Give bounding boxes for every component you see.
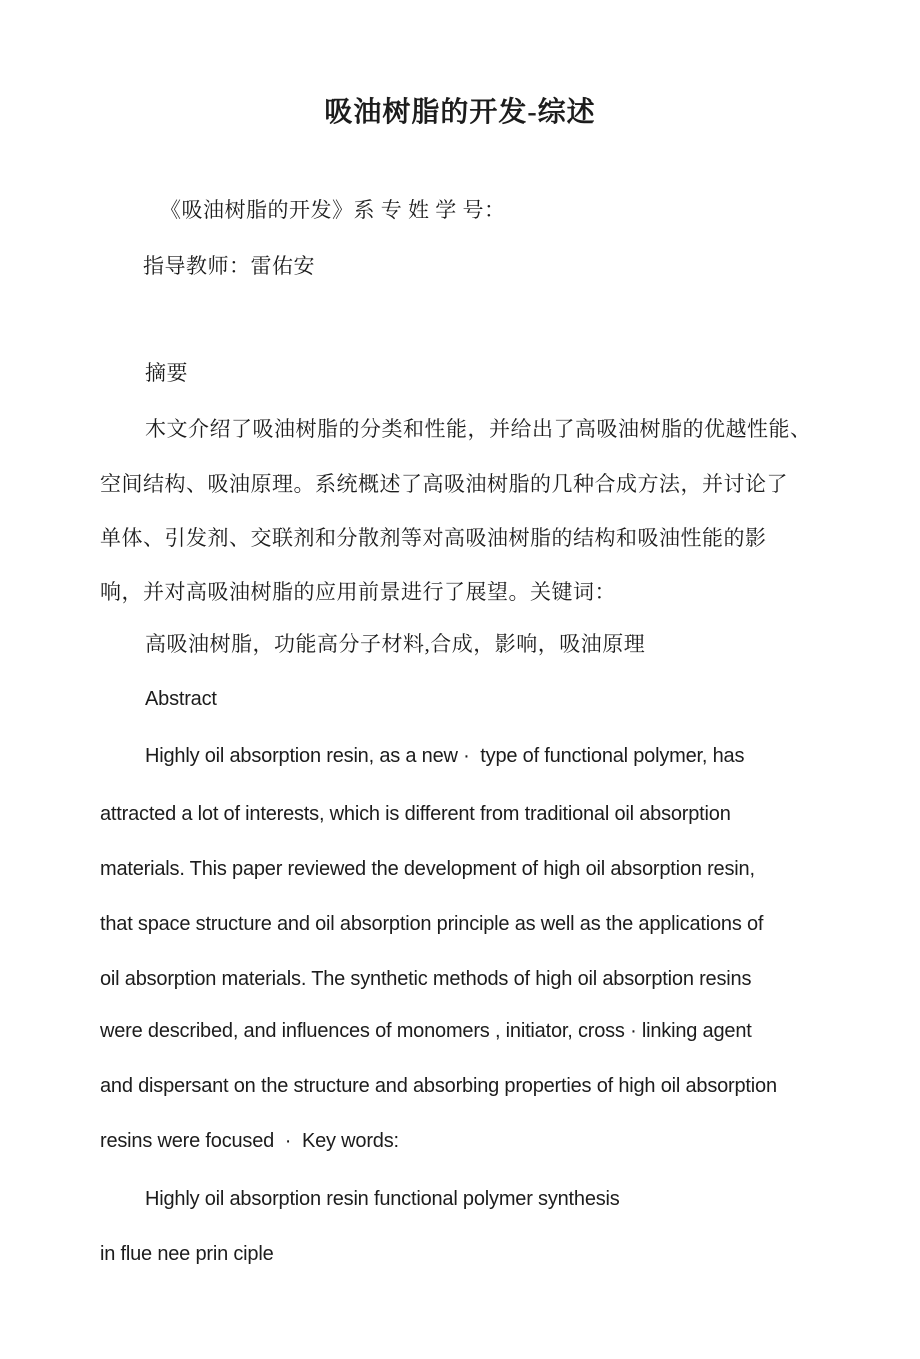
abstract-en-line: and dispersant on the structure and absorbing properties of high oil absorption <box>100 1075 777 1097</box>
abstract-en-line: Highly oil absorption resin, as a new · type of functional polymer, has <box>145 745 745 767</box>
keywords-line: Highly oil absorption resin functional polymer synthesis <box>145 1188 620 1210</box>
byline: 《吸油树脂的开发》系 专 姓 学 号： <box>160 198 506 222</box>
abstract-zh-keywords-line: 高吸油树脂，功能高分子材料,合成，影响，吸油原理 <box>145 632 646 656</box>
abstract-zh-line: 空间结构、吸油原理。系统概述了高吸油树脂的几种合成方法，并讨论了 <box>100 472 788 496</box>
abstract-zh-heading: 摘要 <box>145 361 188 385</box>
document-title: 吸油树脂的开发-综述 <box>324 97 596 128</box>
abstract-zh-line: 单体、引发剂、交联剂和分散剂等对高吸油树脂的结构和吸油性能的影 <box>100 526 767 550</box>
abstract-en-line: attracted a lot of interests, which is different from traditional oil absorption <box>100 803 731 825</box>
abstract-en-heading: Abstract <box>145 688 217 710</box>
abstract-en-line: were described, and influences of monomers , initiator, cross · linking agent <box>100 1020 752 1042</box>
abstract-en-line: materials. This paper reviewed the development of high oil absorption resin, <box>100 858 755 880</box>
abstract-en-line: oil absorption materials. The synthetic methods of high oil absorption resins <box>100 968 752 990</box>
abstract-en-line: that space structure and oil absorption principle as well as the applications of <box>100 913 764 935</box>
abstract-zh-line: 响，并对高吸油树脂的应用前景进行了展望。关键词： <box>100 580 616 604</box>
keywords-line: in flue nee prin ciple <box>100 1243 274 1265</box>
abstract-zh-line: 木文介绍了吸油树脂的分类和性能，并给出了高吸油树脂的优越性能、 <box>145 417 812 441</box>
advisor-line: 指导教师：雷佑安 <box>143 254 315 278</box>
abstract-en-keywords-lead: resins were focused · Key words: <box>100 1130 399 1152</box>
